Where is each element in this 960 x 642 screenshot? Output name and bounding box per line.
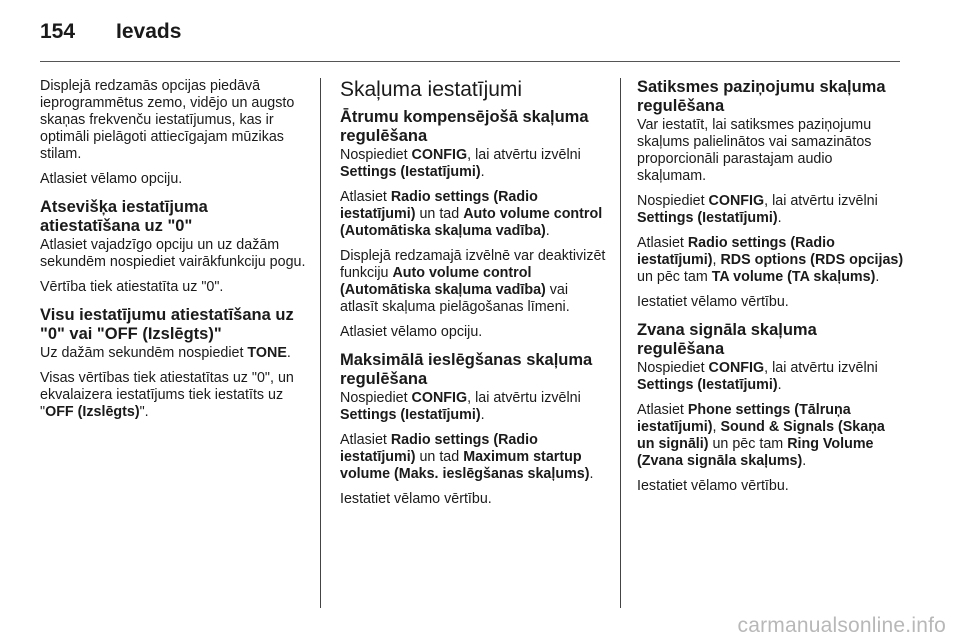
individual-reset-text: Atlasiet vajadzīgo opciju un uz dažām sekundēm nospiediet vairākfunkciju pogu. <box>40 237 306 270</box>
max-step-3: Iestatiet vēlamo vērtību. <box>340 491 492 507</box>
column-divider-1 <box>320 78 321 608</box>
all-reset-result: Visas vērtības tiek atiestatītas uz "0", un ekvalaizera iestatījums tiek iestatīts uz "OFF (Izslēgts)". <box>40 370 294 420</box>
heading-individual-reset: Atsevišķa iestatījuma atiestatīšana uz "0" <box>40 198 208 235</box>
page-title: Ievads <box>116 20 182 43</box>
heading-max-startup: Maksimālā ieslēgšanas skaļuma regulēšana <box>340 351 593 388</box>
select-option-text: Atlasiet vēlamo opciju. <box>40 171 183 187</box>
page-number: 154 <box>40 20 76 43</box>
ring-step-1: Nospiediet CONFIG, lai atvērtu izvēlni Settings (Iestatījumi). <box>637 360 878 393</box>
heading-all-reset: Visu iestatījumu atiestatīšana uz "0" vai "OFF (Izslēgts)" <box>40 306 294 343</box>
watermark: carmanualsonline.info <box>737 614 946 637</box>
traffic-step-2: Atlasiet Radio settings (Radio iestatījumi), RDS options (RDS opcijas) un pēc tam TA volume (TA skaļums). <box>637 235 904 285</box>
ring-step-2: Atlasiet Phone settings (Tālruņa iestatījumi), Sound & Signals (Skaņa un signāli) un pēc tam Ring Volume (Zvana signāla skaļums). <box>637 402 885 469</box>
column-3 <box>637 78 905 503</box>
page-header <box>40 20 900 56</box>
column-divider-2 <box>620 78 621 608</box>
section-all-reset <box>40 306 308 421</box>
individual-reset-result: Vērtība tiek atiestatīta uz "0". <box>40 279 224 295</box>
speed-step-3: Displejā redzamajā izvēlnē var deaktivizēt funkciju Auto volume control (Automātiska skaļuma vadība) vai atlasīt skaļuma pielāgošanas līmeni. <box>340 248 606 315</box>
max-step-1: Nospiediet CONFIG, lai atvērtu izvēlni Settings (Iestatījumi). <box>340 390 581 423</box>
section-ring-volume <box>637 321 905 495</box>
traffic-step-3: Iestatiet vēlamo vērtību. <box>637 294 789 310</box>
section-individual-reset <box>40 198 308 296</box>
header-rule <box>40 61 900 62</box>
heading-ring-volume: Zvana signāla skaļuma regulēšana <box>637 321 817 358</box>
all-reset-text: Uz dažām sekundēm nospiediet TONE. <box>40 345 291 361</box>
max-step-2: Atlasiet Radio settings (Radio iestatījumi) un tad Maximum startup volume (Maks. ieslēgšanas skaļums). <box>340 432 594 482</box>
speed-step-2: Atlasiet Radio settings (Radio iestatījumi) un tad Auto volume control (Automātiska skaļuma vadība). <box>340 189 603 239</box>
heading-traffic-volume: Satiksmes paziņojumu skaļuma regulēšana <box>637 78 886 115</box>
traffic-intro: Var iestatīt, lai satiksmes paziņojumu skaļums palielinātos vai samazinātos proporcionāli parastajam audio skaļumam. <box>637 117 872 184</box>
speed-step-4: Atlasiet vēlamo opciju. <box>340 324 483 340</box>
column-1 <box>40 78 308 429</box>
traffic-step-1: Nospiediet CONFIG, lai atvērtu izvēlni Settings (Iestatījumi). <box>637 193 878 226</box>
heading-volume-settings: Skaļuma iestatījumi <box>340 78 523 101</box>
heading-speed-volume: Ātrumu kompensējošā skaļuma regulēšana <box>340 108 589 145</box>
intro-paragraph: Displejā redzamās opcijas piedāvā ieprogrammētus zemo, vidējo un augsto skaņas frekvenču iestatījumus, kas ir optimāli pielāgoti attiecīgajam mūzikas stilam. <box>40 78 295 162</box>
column-2 <box>340 78 610 516</box>
speed-step-1: Nospiediet CONFIG, lai atvērtu izvēlni Settings (Iestatījumi). <box>340 147 581 180</box>
section-max-startup <box>340 351 610 508</box>
ring-step-3: Iestatiet vēlamo vērtību. <box>637 478 789 494</box>
